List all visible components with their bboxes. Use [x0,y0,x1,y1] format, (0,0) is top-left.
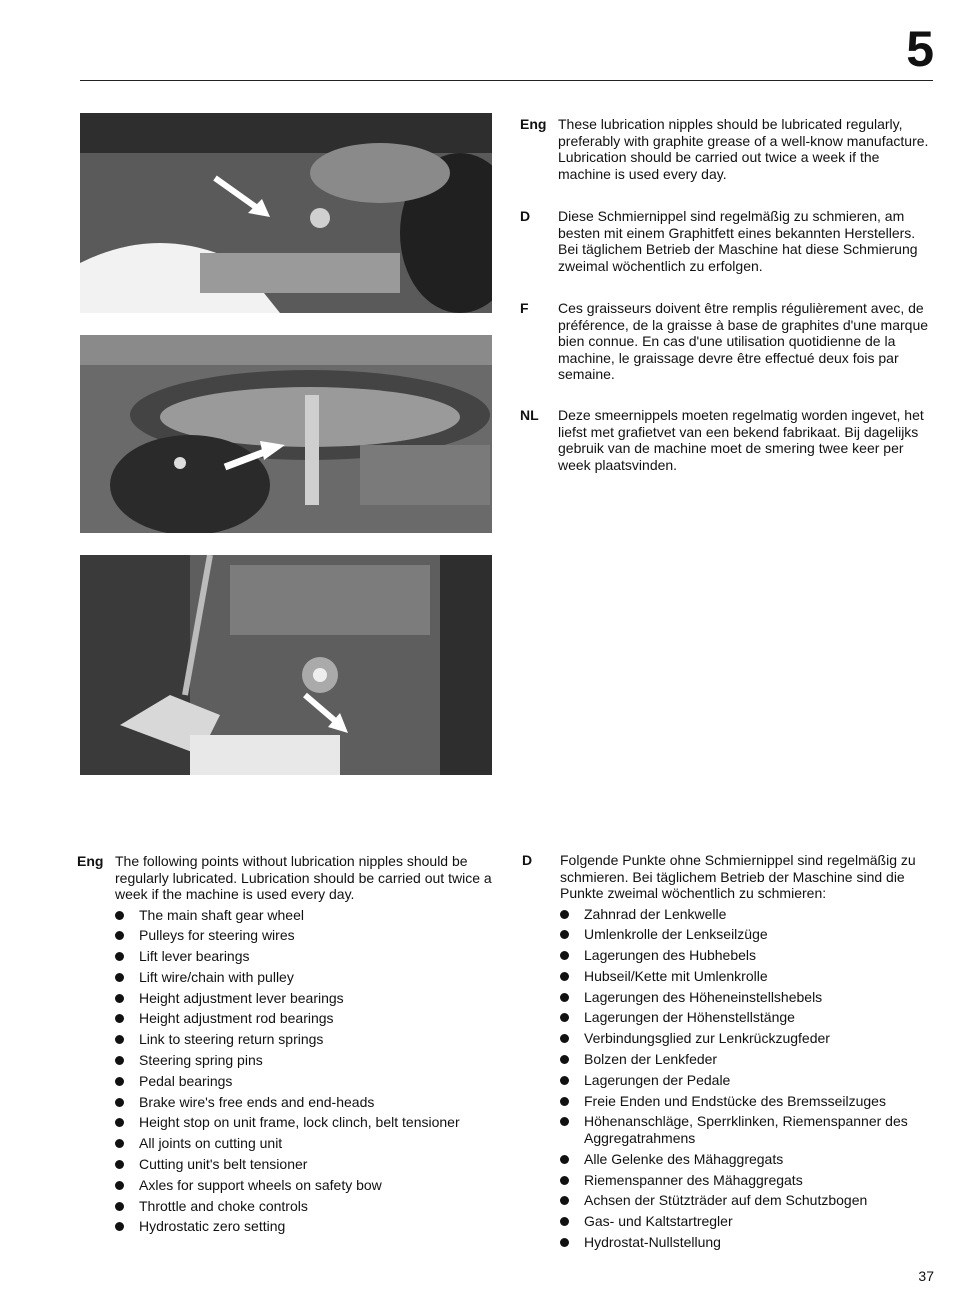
chapter-number: 5 [906,21,934,77]
list-item: Hydrostat-Nullstellung [522,1234,934,1251]
list-item: Link to steering return springs [77,1031,497,1048]
list-item: Freie Enden und Endstücke des Bremsseilzuges [522,1093,934,1110]
list-item: Brake wire's free ends and end-heads [77,1094,497,1111]
list-item: Lagerungen der Höhenstellstänge [522,1009,934,1026]
list-item: All joints on cutting unit [77,1135,497,1152]
list-item: Height stop on unit frame, lock clinch, belt tensioner [77,1114,497,1131]
paragraph: Deze smeernippels moeten regelmatig worden ingevet, het liefst met grafietvet van een bekend fabrikaat. Bij dagelijks gebruik van de machine moet de smering twee keer per week plaatsvinden. [558,407,924,473]
list-item: Riemenspanner des Mähaggregats [522,1172,934,1189]
photo-lubrication-nipple-2 [80,335,492,533]
paragraph: These lubrication nipples should be lubricated regularly, preferably with graphite grease of a well-know manufacture. Lubrication should be carried out twice a week if the machine is used every day. [558,116,929,182]
page-number: 37 [918,1268,934,1284]
list-item: Lift wire/chain with pulley [77,969,497,986]
list-item: Pulleys for steering wires [77,927,497,944]
list-item: Hubseil/Kette mit Umlenkrolle [522,968,934,985]
list-item: Hydrostatic zero setting [77,1218,497,1235]
list-item: Zahnrad der Lenkwelle [522,906,934,923]
photo-lubrication-nipple-1 [80,113,492,313]
list-item: Pedal bearings [77,1073,497,1090]
bullet-list [522,906,934,1251]
list-intro: The following points without lubrication nipples should be regularly lubricated. Lubrication should be carried out twice a week if the machine is used every day. [115,853,492,902]
text-block-f [520,300,930,383]
text-block-nl [520,407,930,473]
list-item: Lagerungen des Höheneinstellshebels [522,989,934,1006]
english-lubrication-list [77,853,497,1239]
language-code: NL [520,407,539,423]
language-code: Eng [77,853,104,869]
list-item: Lagerungen des Hubhebels [522,947,934,964]
language-code: Eng [520,116,547,132]
bullet-list [77,907,497,1235]
language-code: D [520,208,531,224]
list-item: Steering spring pins [77,1052,497,1069]
list-item: Cutting unit's belt tensioner [77,1156,497,1173]
list-intro: Folgende Punkte ohne Schmiernippel sind regelmäßig zu schmieren. Bei täglichem Betrieb der Maschine sind die Punkte zweimal wöchentlich zu schmieren: [560,852,916,901]
language-code: F [520,300,529,316]
header-rule [80,80,933,81]
list-item: The main shaft gear wheel [77,907,497,924]
list-item: Umlenkrolle der Lenkseilzüge [522,926,934,943]
list-item: Axles for support wheels on safety bow [77,1177,497,1194]
list-item: Höhenanschläge, Sperrklinken, Riemenspanner des Aggregatrahmens [522,1113,934,1146]
list-item: Lagerungen der Pedale [522,1072,934,1089]
list-item: Lift lever bearings [77,948,497,965]
list-item: Achsen der Stützträder auf dem Schutzbogen [522,1192,934,1209]
list-item: Verbindungsglied zur Lenkrückzugfeder [522,1030,934,1047]
list-item: Height adjustment lever bearings [77,990,497,1007]
list-item: Alle Gelenke des Mähaggregats [522,1151,934,1168]
text-block-eng [520,116,930,182]
list-item: Height adjustment rod bearings [77,1010,497,1027]
language-code: D [522,852,533,868]
german-lubrication-list [522,852,934,1255]
photo-lubrication-nipple-3 [80,555,492,775]
text-block-d [520,208,930,274]
list-item: Bolzen der Lenkfeder [522,1051,934,1068]
paragraph: Diese Schmiernippel sind regelmäßig zu schmieren, am besten mit einem Graphitfett eines bekannten Herstellers. Bei täglichem Betrieb der Maschine hat diese Schmierung zweimal wöchentlich zu erfolgen. [558,208,918,274]
list-item: Gas- und Kaltstartregler [522,1213,934,1230]
list-item: Throttle and choke controls [77,1198,497,1215]
paragraph: Ces graisseurs doivent être remplis régulièrement avec, de préférence, de la graisse à base de graphites d'une marque bien connue. En cas d'une utilisation quotidienne de la machine, le graissage devre être effectué deux fois par semaine. [558,300,929,382]
